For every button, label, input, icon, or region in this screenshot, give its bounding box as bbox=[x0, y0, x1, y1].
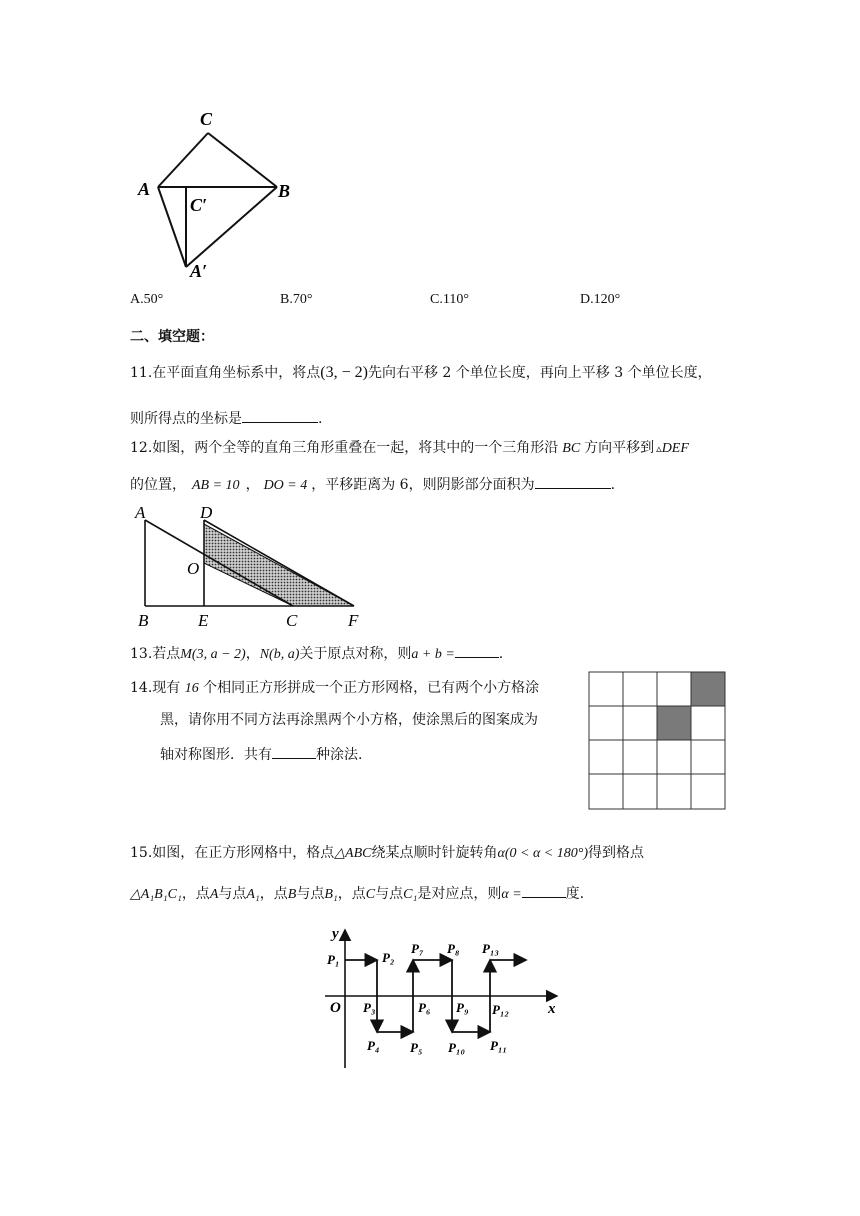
q13-n: N(b, a) bbox=[259, 647, 300, 662]
fig15-label-p11: P₁₁ bbox=[490, 1038, 508, 1053]
option-b: B.70° bbox=[280, 292, 313, 307]
q15-sep2: ，点 bbox=[337, 886, 366, 902]
q15-text-e: 是对应点，则 bbox=[417, 886, 502, 902]
q14-line2 bbox=[160, 710, 538, 730]
q15-c: C bbox=[365, 887, 376, 902]
fig10-label-cprime: C′ bbox=[190, 195, 208, 215]
q15-text-a: 15.如图，在正方形网格中，格点 bbox=[130, 845, 335, 861]
q15-line1 bbox=[130, 843, 644, 864]
q14-text-a: 14.现有 bbox=[130, 680, 185, 696]
figure-q15 bbox=[320, 920, 570, 1070]
fig12-label-d: D bbox=[200, 503, 213, 522]
fig15-label-y: y bbox=[332, 926, 339, 942]
q14-text-b: 个相同正方形拼成一个正方形网格，已有两个小方格涂 bbox=[198, 680, 540, 696]
q15-tri2: △A₁B₁C₁ bbox=[130, 887, 182, 902]
q14-answer-blank[interactable] bbox=[272, 742, 316, 759]
fig15-label-p13: P₁₃ bbox=[482, 941, 500, 956]
q15-alpha-range: α(0 < α < 180°) bbox=[497, 846, 588, 861]
fig12-label-b: B bbox=[138, 611, 149, 630]
fig15-label-p8: P₈ bbox=[447, 941, 460, 956]
q15-with1: 与点 bbox=[218, 886, 247, 902]
fig15-label-p3: P₃ bbox=[363, 1000, 376, 1015]
q15-a1: A₁ bbox=[246, 887, 260, 902]
fig12-label-e: E bbox=[198, 611, 209, 630]
q12-def: DEF bbox=[661, 441, 689, 456]
q15-c1: C₁ bbox=[403, 887, 418, 902]
q14-line3 bbox=[160, 742, 362, 765]
q15-end: 度. bbox=[565, 886, 585, 902]
q13-line bbox=[130, 641, 503, 665]
q12-text-d: ，平移距离为 6，则阴影部分面积为 bbox=[311, 477, 535, 493]
fig15-label-p4: P₄ bbox=[367, 1038, 380, 1053]
q13-text-a: 13.若点 bbox=[130, 646, 181, 662]
q15-a: A bbox=[209, 887, 219, 902]
fig15-label-p10: P₁₀ bbox=[448, 1040, 466, 1055]
q12-triangle: ▵ bbox=[656, 442, 662, 455]
q15-with2: 与点 bbox=[296, 886, 325, 902]
option-d: D.120° bbox=[580, 292, 621, 307]
q15-sep1: ，点 bbox=[259, 886, 288, 902]
grid-cell-shaded-1 bbox=[691, 672, 725, 706]
q12-text-c: 的位置， bbox=[130, 477, 186, 493]
q12-bc: BC bbox=[562, 441, 581, 456]
fig12-label-c: C bbox=[286, 611, 298, 630]
figure-q12 bbox=[130, 500, 380, 632]
grid-cell-shaded-2 bbox=[657, 706, 691, 740]
fig12-label-o: O bbox=[187, 559, 200, 578]
fig15-label-p12: P₁₂ bbox=[492, 1002, 510, 1017]
fig10-label-a: A bbox=[138, 179, 151, 199]
option-a: A.50° bbox=[130, 292, 164, 307]
fig15-label-p2: P₂ bbox=[382, 950, 395, 965]
q14-text-e: 种涂法. bbox=[316, 747, 363, 763]
q15-b1: B₁ bbox=[324, 887, 338, 902]
q11-line2 bbox=[130, 406, 322, 429]
fig15-label-x: x bbox=[548, 1001, 556, 1017]
fig15-label-p9: P₉ bbox=[456, 1000, 469, 1015]
fig15-label-p1: P₁ bbox=[327, 952, 340, 967]
q11-line1 bbox=[130, 363, 712, 383]
q14-num: 16 bbox=[184, 681, 199, 696]
q13-text-b: 关于原点对称，则 bbox=[299, 646, 412, 662]
q13-answer-blank[interactable] bbox=[455, 641, 499, 658]
fig12-label-a: A bbox=[135, 503, 146, 522]
q15-alpha: α = bbox=[501, 887, 522, 902]
q11-answer-blank[interactable] bbox=[242, 406, 318, 423]
q13-end: . bbox=[498, 646, 504, 662]
q11-text-c: 则所得点的坐标是 bbox=[130, 411, 242, 427]
q11-text-a: 11.在平面直角坐标系中，将点 bbox=[130, 365, 321, 381]
q14-text-d: 轴对称图形．共有 bbox=[160, 747, 272, 763]
q15-tri1: △ABC bbox=[334, 846, 372, 861]
q15-text-b: 绕某点顺时针旋转角 bbox=[371, 845, 498, 861]
q11-end: . bbox=[318, 411, 323, 427]
q12-do: DO = 4 bbox=[263, 478, 308, 493]
q14-text-c: 黑，请你用不同方法再涂黑两个小方格，使涂黑后的图案成为 bbox=[160, 712, 538, 728]
fig12-label-f: F bbox=[348, 611, 359, 630]
fig15-label-p6: P₆ bbox=[418, 1000, 431, 1015]
section-heading: 二、填空题： bbox=[130, 329, 214, 345]
q13-m: M(3, a − 2) bbox=[180, 647, 246, 662]
q13-sep: ， bbox=[245, 646, 260, 662]
q11-text-b: 先向右平移 2 个单位长度，再向上平移 3 个单位长度， bbox=[367, 365, 712, 381]
q15-line2 bbox=[130, 881, 584, 905]
q13-expr: a + b = bbox=[411, 647, 455, 662]
fig15-label-p5: P₅ bbox=[410, 1040, 423, 1055]
fig10-label-b: B bbox=[278, 181, 291, 201]
q12-text-a: 12.如图，两个全等的直角三角形重叠在一起，将其中的一个三角形沿 bbox=[130, 440, 559, 456]
q12-ab: AB = 10 bbox=[192, 478, 240, 493]
q12-answer-blank[interactable] bbox=[535, 472, 611, 489]
q11-point: (3, − 2) bbox=[320, 364, 368, 381]
q15-answer-blank[interactable] bbox=[522, 881, 566, 898]
q14-grid bbox=[588, 670, 728, 812]
fig10-label-aprime: A′ bbox=[190, 261, 208, 281]
q15-text-c: 得到格点 bbox=[588, 845, 644, 861]
q15-b: B bbox=[287, 887, 297, 902]
q12-line2 bbox=[130, 472, 615, 496]
figure-q10 bbox=[130, 105, 300, 285]
option-c: C.110° bbox=[430, 292, 469, 307]
q15-text-d: ，点 bbox=[181, 886, 210, 902]
q12-text-b: 方向平移到 bbox=[584, 440, 655, 456]
q12-line1 bbox=[130, 438, 689, 459]
q14-line1 bbox=[130, 678, 539, 699]
q12-end: . bbox=[610, 477, 616, 493]
q15-with3: 与点 bbox=[375, 886, 404, 902]
fig15-label-o: O bbox=[330, 1000, 341, 1016]
fig15-label-p7: P₇ bbox=[411, 941, 424, 956]
fig10-label-c: C bbox=[200, 109, 213, 129]
q12-sep: ， bbox=[245, 477, 260, 493]
